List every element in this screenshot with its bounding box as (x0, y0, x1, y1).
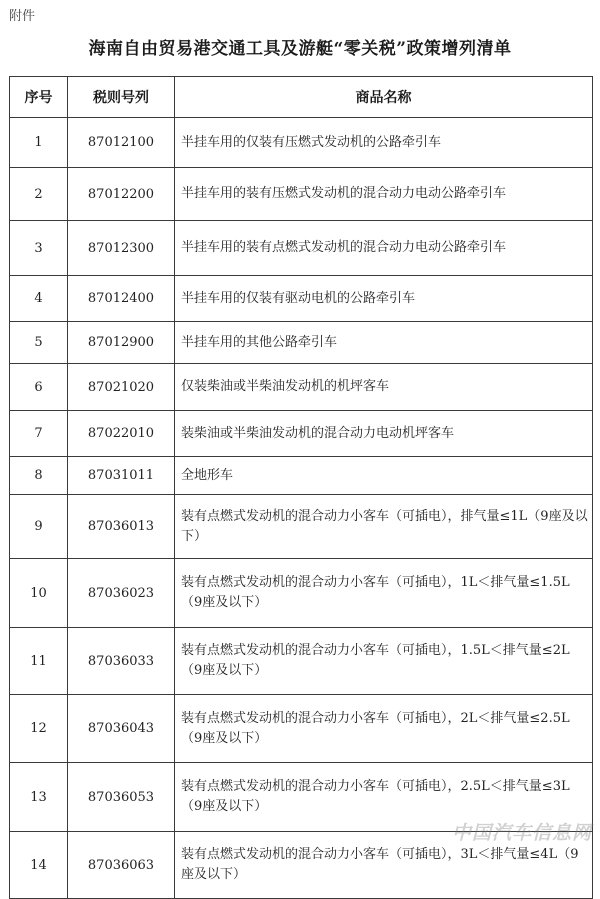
product-name-cell: 半挂车用的装有点燃式发动机的混合动力电动公路牵引车 (175, 221, 593, 276)
table-row (10, 221, 593, 276)
product-name-cell: 装有点燃式发动机的混合动力小客车（可插电），2.5L＜排气量≤3L（9座及以下） (175, 763, 593, 832)
table-row (10, 322, 593, 364)
tariff-code-cell: 87036043 (68, 695, 175, 763)
tariff-code-cell: 87012100 (68, 118, 175, 168)
table-row (10, 276, 593, 322)
tariff-code-cell: 87022010 (68, 411, 175, 457)
tariff-code-cell: 87012900 (68, 322, 175, 364)
tariff-code-cell: 87021020 (68, 364, 175, 411)
product-name-cell: 仅装柴油或半柴油发动机的机坪客车 (175, 364, 593, 411)
product-name-cell: 装柴油或半柴油发动机的混合动力电动机坪客车 (175, 411, 593, 457)
serial-cell: 11 (10, 628, 68, 695)
column-header-tariff-code: 税则号列 (68, 77, 175, 118)
tariff-code-cell: 87012400 (68, 276, 175, 322)
serial-cell: 10 (10, 559, 68, 628)
serial-cell: 7 (10, 411, 68, 457)
table-row (10, 628, 593, 695)
product-name-cell: 半挂车用的其他公路牵引车 (175, 322, 593, 364)
tariff-code-cell: 87036053 (68, 763, 175, 832)
tariff-code-cell: 87036063 (68, 832, 175, 899)
table-row (10, 118, 593, 168)
product-name-cell: 半挂车用的仅装有压燃式发动机的公路牵引车 (175, 118, 593, 168)
serial-cell: 4 (10, 276, 68, 322)
tariff-code-cell: 87012200 (68, 168, 175, 221)
tariff-code-cell: 87036013 (68, 495, 175, 559)
product-name-cell: 半挂车用的装有压燃式发动机的混合动力电动公路牵引车 (175, 168, 593, 221)
serial-cell: 14 (10, 832, 68, 899)
tariff-code-cell: 87036023 (68, 559, 175, 628)
product-name-cell: 装有点燃式发动机的混合动力小客车（可插电），2L＜排气量≤2.5L（9座及以下） (175, 695, 593, 763)
document-title: 海南自由贸易港交通工具及游艇“零关税”政策增列清单 (88, 39, 512, 59)
serial-cell: 13 (10, 763, 68, 832)
tariff-code-cell: 87012300 (68, 221, 175, 276)
serial-cell: 2 (10, 168, 68, 221)
policy-list-table (9, 76, 593, 899)
column-header-product-name: 商品名称 (175, 77, 593, 118)
table-row (10, 495, 593, 559)
table-row (10, 364, 593, 411)
serial-cell: 1 (10, 118, 68, 168)
serial-cell: 8 (10, 457, 68, 495)
tariff-code-cell: 87036033 (68, 628, 175, 695)
table-row (10, 411, 593, 457)
column-header-serial: 序号 (10, 77, 68, 118)
serial-cell: 5 (10, 322, 68, 364)
table-row (10, 168, 593, 221)
product-name-cell: 全地形车 (175, 457, 593, 495)
serial-cell: 3 (10, 221, 68, 276)
product-name-cell: 装有点燃式发动机的混合动力小客车（可插电），1L＜排气量≤1.5L（9座及以下） (175, 559, 593, 628)
serial-cell: 6 (10, 364, 68, 411)
table-header-row (10, 77, 593, 118)
tariff-code-cell: 87031011 (68, 457, 175, 495)
product-name-cell: 装有点燃式发动机的混合动力小客车（可插电），1.5L＜排气量≤2L（9座及以下） (175, 628, 593, 695)
product-name-cell: 半挂车用的仅装有驱动电机的公路牵引车 (175, 276, 593, 322)
table-row (10, 559, 593, 628)
attachment-label: 附件 (9, 9, 36, 24)
product-name-cell: 装有点燃式发动机的混合动力小客车（可插电），排气量≤1L（9座及以下） (175, 495, 593, 559)
serial-cell: 9 (10, 495, 68, 559)
table-row (10, 695, 593, 763)
site-watermark: 中国汽车信息网 (451, 822, 592, 844)
product-name-cell: 装有点燃式发动机的混合动力小客车（可插电），3L＜排气量≤4L（9座及以下） (175, 832, 593, 899)
serial-cell: 12 (10, 695, 68, 763)
table-row (10, 457, 593, 495)
